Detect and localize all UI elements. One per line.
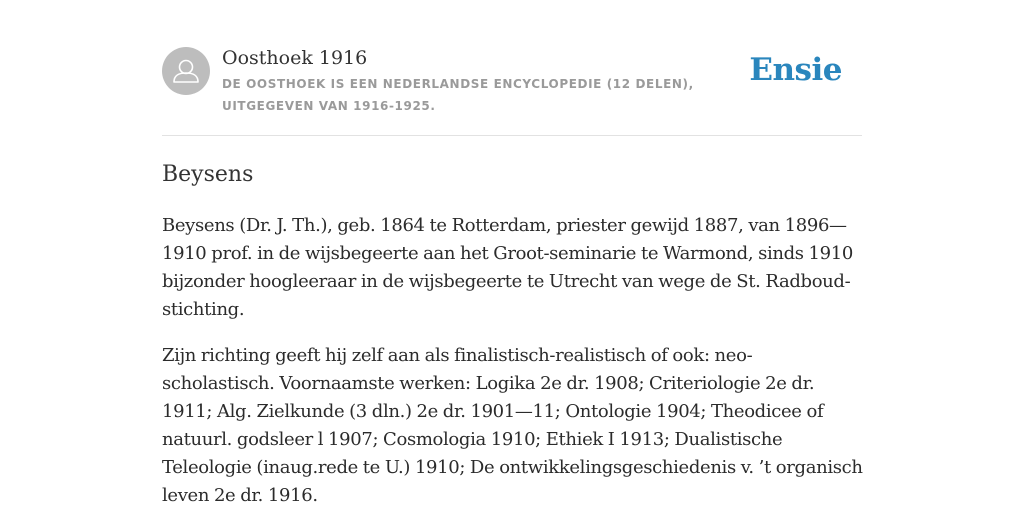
source-title[interactable]: Oosthoek 1916 xyxy=(222,47,368,69)
source-header xyxy=(162,45,862,135)
article-paragraph: Beysens (Dr. J. Th.), geb. 1864 te Rotterdam, priester gewijd 1887, van 1896—1910 prof. in de wijsbegeerte aan het Groot-seminarie te Warmond, sinds 1910 bijzonder hoogleeraar in de wijsbegeerte te Utrecht van wege de St. Radboud-stichting. xyxy=(162,215,853,320)
article-paragraph: Zijn richting geeft hij zelf aan als finalistisch-realistisch of ook: neo-scholastisch. Voornaamste werken: Logika 2e dr. 1908; Criteriologie 2e dr. 1911; Alg. Zielkunde (3 dln.) 2e dr. 1901—11; Ontologie 1904; Theodicee of natuurl. godsleer l 1907; Cosmologia 1910; Ethiek I 1913; Dualistische Teleologie (inaug.rede te U.) 1910; De ontwikkelingsgeschiedenis v. ’t organisch leven 2e dr. 1916. xyxy=(162,345,863,506)
user-silhouette-icon xyxy=(162,47,210,95)
article-body xyxy=(162,212,864,512)
article-title: Beysens xyxy=(162,162,254,187)
brand-logo[interactable]: Ensie xyxy=(749,52,842,88)
source-description: DE OOSTHOEK IS EEN NEDERLANDSE ENCYCLOPEDIE (12 DELEN), UITGEGEVEN VAN 1916-1925. xyxy=(222,77,694,113)
avatar[interactable] xyxy=(162,47,210,95)
divider xyxy=(162,135,862,136)
